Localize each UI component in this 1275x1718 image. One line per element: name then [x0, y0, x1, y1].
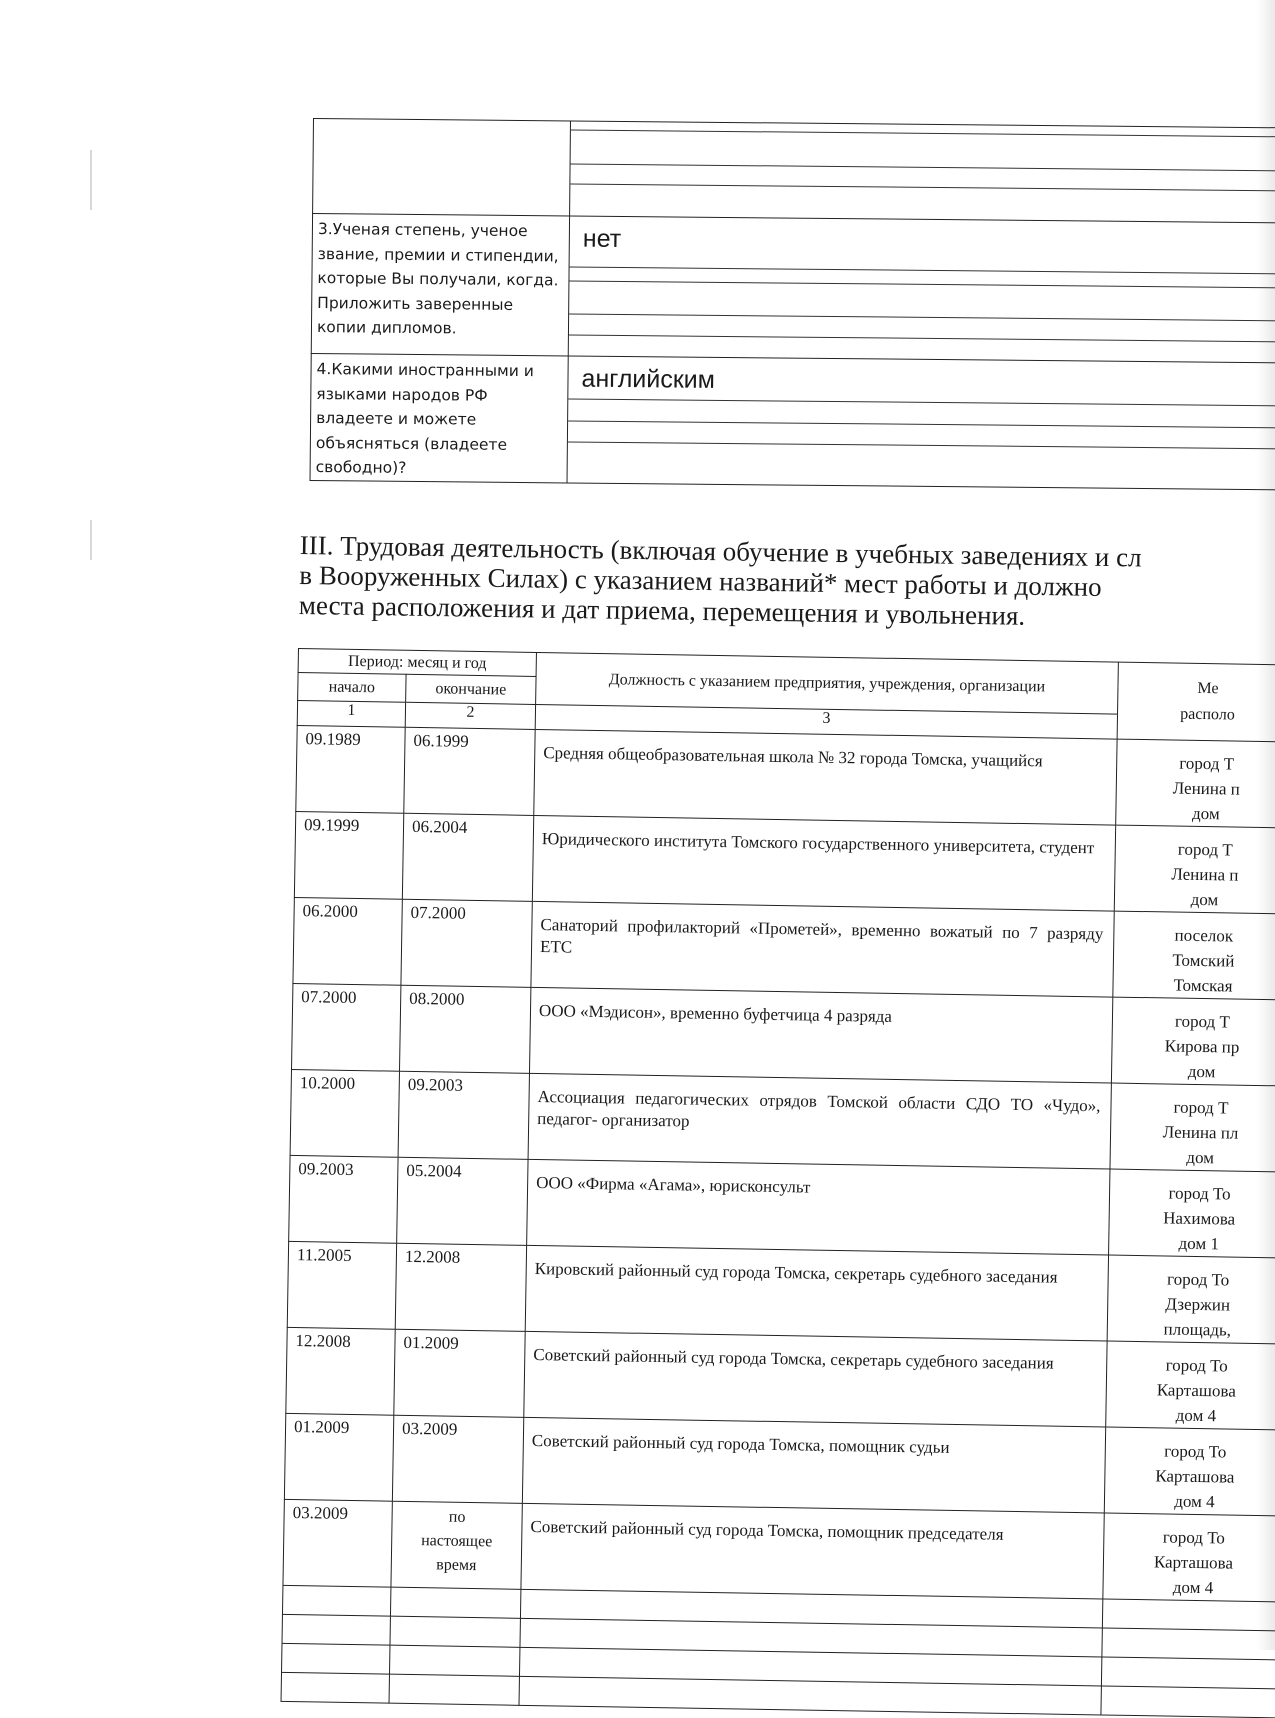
table-row: [287, 1241, 1275, 1344]
position-cell: Советский районный суд города Томска, секретарь судебного заседания: [524, 1331, 1107, 1427]
position-header: Должность с указанием предприятия, учреждения, организации: [536, 652, 1119, 714]
question-cell: [313, 119, 571, 216]
answer-3: нет: [582, 224, 622, 253]
location-l2: Карташова: [1156, 1380, 1236, 1401]
position-cell: Средняя общеобразовательная школа № 32 города Томска, учащийся: [534, 729, 1117, 825]
location-l1: город Т: [1173, 1097, 1229, 1118]
end-date-cell: 12.2008: [395, 1243, 526, 1331]
start-date-cell: 03.2009: [283, 1499, 392, 1587]
question-3: 3.Ученая степень, ученое звание, премии и стипендии, которые Вы получали, когда. Приложить заверенные копии дипломов.: [311, 214, 569, 356]
start-date-cell: 12.2008: [286, 1327, 395, 1415]
location-l2: Томский: [1172, 950, 1235, 971]
end-date-l3: время: [436, 1556, 477, 1575]
start-date-cell: 06.2000: [293, 897, 402, 985]
position-cell: Ассоциация педагогических отрядов Томской области СДО ТО «Чудо», педагог- организатор: [528, 1073, 1111, 1169]
location-cell: [1110, 1083, 1275, 1172]
end-header: окончание: [406, 674, 536, 704]
location-l3: дом 1: [1178, 1233, 1220, 1254]
location-cell: [1113, 911, 1275, 1000]
question-4: 4.Какими иностранными и языками народов РФ владеете и можете объясняться (владеете свободно)?: [310, 353, 568, 482]
heading-line: места расположения и дат приема, перемещения и увольнения.: [298, 589, 1026, 631]
end-date-cell: 08.2000: [399, 985, 530, 1073]
location-cell: [1103, 1513, 1275, 1602]
start-date-cell: 07.2000: [292, 983, 401, 1071]
location-l1: город Т: [1177, 839, 1233, 860]
position-cell: ООО «Фирма «Агама», юрисконсульт: [527, 1159, 1110, 1255]
location-l3: дом: [1190, 889, 1219, 910]
location-cell: [1104, 1427, 1275, 1516]
location-l1: поселок: [1174, 925, 1234, 946]
location-l1: город То: [1165, 1355, 1228, 1376]
table-row: [284, 1413, 1275, 1516]
answer-cell: [567, 356, 1275, 490]
start-date-cell: 09.2003: [289, 1155, 398, 1243]
location-l3: дом: [1191, 803, 1220, 824]
end-date-cell: 06.1999: [404, 727, 535, 815]
location-cell: [1114, 825, 1275, 914]
location-l1: город То: [1162, 1527, 1226, 1548]
location-l1: город Т: [1174, 1011, 1231, 1032]
location-l3: Томская: [1173, 975, 1233, 996]
heading-line: III. Трудовая деятельность (включая обучение в учебных заведениях и сл: [299, 530, 1142, 573]
end-date-l2: настоящее: [421, 1532, 493, 1551]
location-cell: [1106, 1341, 1275, 1430]
location-l2: Карташова: [1153, 1552, 1234, 1573]
questionnaire-table: [310, 118, 1275, 490]
table-row: [283, 1499, 1275, 1602]
position-cell: Санаторий профилакторий «Прометей», временно вожатый по 7 разряду ЕТС: [531, 901, 1114, 997]
location-header-l2: располо: [1180, 705, 1235, 724]
location-l1: город То: [1168, 1183, 1231, 1204]
location-cell: [1107, 1255, 1275, 1344]
location-l2: Ленина пл: [1162, 1122, 1239, 1143]
col-number: 1: [297, 701, 405, 728]
start-date-cell: 01.2009: [284, 1413, 393, 1501]
end-date-cell: 01.2009: [394, 1329, 525, 1417]
start-header: начало: [298, 673, 406, 703]
location-header-l1: Ме: [1197, 679, 1219, 698]
location-l1: город То: [1164, 1441, 1227, 1462]
position-cell: Советский районный суд города Томска, помощник судьи: [522, 1417, 1105, 1513]
end-date-cell: 06.2004: [402, 813, 533, 901]
table-row: [286, 1327, 1275, 1430]
location-l3: дом 4: [1172, 1577, 1214, 1598]
end-date-cell: 09.2003: [398, 1071, 529, 1159]
work-history-table: [281, 648, 1275, 1718]
location-header: [1117, 662, 1275, 742]
heading-line: в Вооруженных Силах) с указанием названий* мест работы и должно: [299, 559, 1102, 602]
start-date-cell: 11.2005: [287, 1241, 396, 1329]
location-cell: [1111, 997, 1275, 1086]
location-l1: город Т: [1179, 753, 1235, 774]
end-date-l1: по: [448, 1508, 466, 1526]
col-number: 2: [405, 702, 535, 729]
col-number: 3: [535, 704, 1117, 739]
location-l3: дом 4: [1174, 1491, 1215, 1512]
end-date-cell: 07.2000: [401, 899, 532, 987]
start-date-cell: 10.2000: [290, 1069, 399, 1157]
answer-cell: [570, 121, 1275, 223]
section-heading: [299, 530, 1275, 635]
location-l3: дом: [1187, 1061, 1216, 1082]
table-row: [290, 1069, 1275, 1172]
location-l2: Ленина п: [1172, 778, 1241, 799]
answer-cell: [568, 216, 1275, 363]
location-l2: Кирова пр: [1164, 1036, 1240, 1057]
answer-4: английским: [581, 364, 716, 394]
table-row: [296, 725, 1275, 828]
location-l2: Карташова: [1155, 1466, 1235, 1487]
end-date-cell: 05.2004: [397, 1157, 528, 1245]
table-row: [292, 983, 1275, 1086]
location-l2: Ленина п: [1171, 864, 1239, 885]
table-row: [313, 119, 1275, 224]
location-cell: [1116, 739, 1275, 828]
position-cell: Кировский районный суд города Томска, секретарь судебного заседания: [525, 1245, 1108, 1341]
end-date-cell: [391, 1501, 522, 1589]
position-cell: Советский районный суд города Томска, помощник председателя: [521, 1503, 1104, 1599]
scan-speck: [90, 520, 92, 560]
location-l1: город То: [1166, 1269, 1230, 1290]
table-row: [289, 1155, 1275, 1258]
location-l3: дом 4: [1175, 1405, 1217, 1426]
period-header: Период: месяц и год: [298, 649, 536, 677]
location-l2: Нахимова: [1162, 1208, 1236, 1229]
position-cell: ООО «Мэдисон», временно буфетчица 4 разряда: [529, 987, 1112, 1083]
location-l3: площадь,: [1163, 1319, 1232, 1340]
position-cell: Юридического института Томского государственного университета, студент: [532, 815, 1115, 911]
location-l2: Дзержин: [1165, 1294, 1231, 1315]
table-row: [310, 353, 1275, 489]
location-cell: [1109, 1169, 1275, 1258]
scan-speck: [90, 150, 92, 210]
start-date-cell: 09.1999: [294, 811, 403, 899]
location-l3: дом: [1186, 1147, 1215, 1168]
start-date-cell: 09.1989: [296, 725, 405, 813]
table-row: [294, 811, 1275, 914]
end-date-cell: 03.2009: [392, 1415, 523, 1503]
table-row: [311, 214, 1275, 364]
table-row: [293, 897, 1275, 1000]
